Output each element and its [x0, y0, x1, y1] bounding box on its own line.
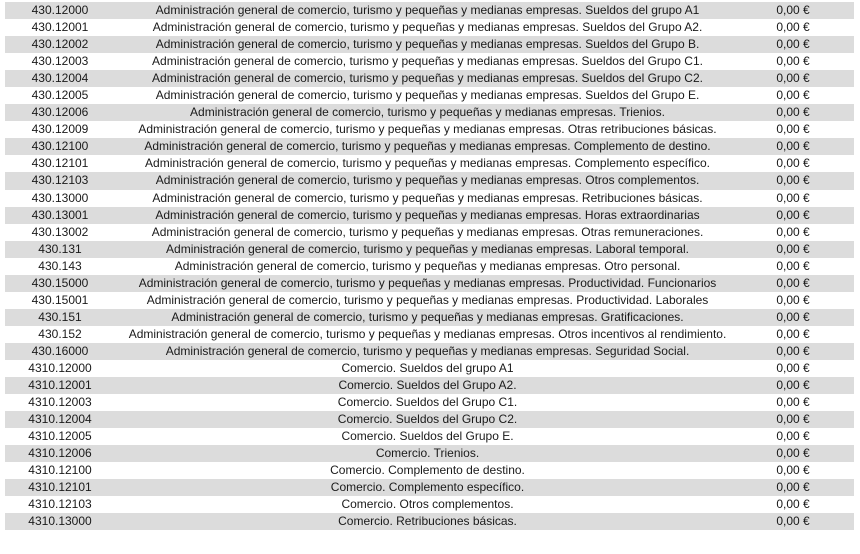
- description-cell: Administración general de comercio, turismo y pequeñas y medianas empresas. Complemento específico.: [115, 155, 740, 172]
- amount-cell: 0,00 €: [740, 326, 854, 343]
- amount-cell: 0,00 €: [740, 172, 854, 189]
- description-cell: Administración general de comercio, turismo y pequeñas y medianas empresas. Productividad. Laborales: [115, 292, 740, 309]
- amount-cell: 0,00 €: [740, 121, 854, 138]
- amount-cell: 0,00 €: [740, 2, 854, 19]
- budget-code-cell: 430.12002: [5, 36, 115, 53]
- description-cell: Administración general de comercio, turismo y pequeñas y medianas empresas. Otros incentivos al rendimiento.: [115, 326, 740, 343]
- table-row: [5, 343, 854, 360]
- amount-cell: 0,00 €: [740, 292, 854, 309]
- budget-code-cell: 4310.12003: [5, 394, 115, 411]
- amount-cell: 0,00 €: [740, 155, 854, 172]
- amount-cell: 0,00 €: [740, 190, 854, 207]
- amount-cell: 0,00 €: [740, 343, 854, 360]
- table-row: [5, 377, 854, 394]
- budget-code-cell: 4310.12005: [5, 428, 115, 445]
- description-cell: Comercio. Retribuciones básicas.: [115, 513, 740, 530]
- amount-cell: 0,00 €: [740, 462, 854, 479]
- budget-code-cell: 430.12103: [5, 172, 115, 189]
- budget-code-cell: 430.12101: [5, 155, 115, 172]
- amount-cell: 0,00 €: [740, 207, 854, 224]
- description-cell: Comercio. Trienios.: [115, 445, 740, 462]
- description-cell: Comercio. Sueldos del Grupo A2.: [115, 377, 740, 394]
- table-row: [5, 479, 854, 496]
- amount-cell: 0,00 €: [740, 496, 854, 513]
- table-row: [5, 241, 854, 258]
- table-row: [5, 36, 854, 53]
- budget-code-cell: 430.152: [5, 326, 115, 343]
- table-row: [5, 172, 854, 189]
- description-cell: Administración general de comercio, turismo y pequeñas y medianas empresas. Otro personal.: [115, 258, 740, 275]
- amount-cell: 0,00 €: [740, 360, 854, 377]
- amount-cell: 0,00 €: [740, 309, 854, 326]
- description-cell: Administración general de comercio, turismo y pequeñas y medianas empresas. Sueldos del Grupo A2.: [115, 19, 740, 36]
- budget-code-cell: 4310.12101: [5, 479, 115, 496]
- table-row: [5, 138, 854, 155]
- description-cell: Comercio. Sueldos del Grupo C1.: [115, 394, 740, 411]
- description-cell: Administración general de comercio, turismo y pequeñas y medianas empresas. Horas extraordinarias: [115, 207, 740, 224]
- budget-lines-table: [5, 2, 854, 530]
- amount-cell: 0,00 €: [740, 241, 854, 258]
- description-cell: Administración general de comercio, turismo y pequeñas y medianas empresas. Retribuciones básicas.: [115, 190, 740, 207]
- amount-cell: 0,00 €: [740, 19, 854, 36]
- description-cell: Comercio. Complemento de destino.: [115, 462, 740, 479]
- budget-code-cell: 4310.12004: [5, 411, 115, 428]
- table-row: [5, 309, 854, 326]
- table-row: [5, 513, 854, 530]
- description-cell: Administración general de comercio, turismo y pequeñas y medianas empresas. Productividad. Funcionarios: [115, 275, 740, 292]
- table-row: [5, 224, 854, 241]
- budget-code-cell: 430.12004: [5, 70, 115, 87]
- budget-code-cell: 4310.13000: [5, 513, 115, 530]
- budget-code-cell: 430.15001: [5, 292, 115, 309]
- table-row: [5, 87, 854, 104]
- table-row: [5, 155, 854, 172]
- table-row: [5, 19, 854, 36]
- amount-cell: 0,00 €: [740, 53, 854, 70]
- amount-cell: 0,00 €: [740, 513, 854, 530]
- description-cell: Comercio. Sueldos del Grupo C2.: [115, 411, 740, 428]
- table-row: [5, 445, 854, 462]
- budget-code-cell: 4310.12001: [5, 377, 115, 394]
- budget-code-cell: 430.12000: [5, 2, 115, 19]
- amount-cell: 0,00 €: [740, 224, 854, 241]
- table-row: [5, 428, 854, 445]
- description-cell: Comercio. Otros complementos.: [115, 496, 740, 513]
- table-row: [5, 326, 854, 343]
- description-cell: Administración general de comercio, turismo y pequeñas y medianas empresas. Otros complementos.: [115, 172, 740, 189]
- table-row: [5, 275, 854, 292]
- budget-code-cell: 430.15000: [5, 275, 115, 292]
- table-row: [5, 258, 854, 275]
- description-cell: Administración general de comercio, turismo y pequeñas y medianas empresas. Sueldos del Grupo B.: [115, 36, 740, 53]
- budget-code-cell: 430.13002: [5, 224, 115, 241]
- table-row: [5, 496, 854, 513]
- table-body: [5, 2, 854, 530]
- table-row: [5, 292, 854, 309]
- budget-code-cell: 430.12005: [5, 87, 115, 104]
- description-cell: Administración general de comercio, turismo y pequeñas y medianas empresas. Sueldos del grupo A1: [115, 2, 740, 19]
- table-row: [5, 190, 854, 207]
- budget-code-cell: 430.13000: [5, 190, 115, 207]
- table-row: [5, 360, 854, 377]
- budget-code-cell: 430.12001: [5, 19, 115, 36]
- budget-code-cell: 430.16000: [5, 343, 115, 360]
- budget-code-cell: 430.13001: [5, 207, 115, 224]
- budget-code-cell: 430.151: [5, 309, 115, 326]
- budget-code-cell: 430.12009: [5, 121, 115, 138]
- description-cell: Administración general de comercio, turismo y pequeñas y medianas empresas. Seguridad Social.: [115, 343, 740, 360]
- description-cell: Comercio. Sueldos del grupo A1: [115, 360, 740, 377]
- table-row: [5, 70, 854, 87]
- budget-code-cell: 4310.12103: [5, 496, 115, 513]
- budget-code-cell: 4310.12100: [5, 462, 115, 479]
- table-row: [5, 2, 854, 19]
- amount-cell: 0,00 €: [740, 394, 854, 411]
- table-row: [5, 121, 854, 138]
- amount-cell: 0,00 €: [740, 445, 854, 462]
- table-row: [5, 207, 854, 224]
- budget-code-cell: 4310.12000: [5, 360, 115, 377]
- amount-cell: 0,00 €: [740, 36, 854, 53]
- description-cell: Comercio. Sueldos del Grupo E.: [115, 428, 740, 445]
- description-cell: Administración general de comercio, turismo y pequeñas y medianas empresas. Sueldos del Grupo C1.: [115, 53, 740, 70]
- table-row: [5, 104, 854, 121]
- description-cell: Administración general de comercio, turismo y pequeñas y medianas empresas. Trienios.: [115, 104, 740, 121]
- amount-cell: 0,00 €: [740, 479, 854, 496]
- budget-code-cell: 4310.12006: [5, 445, 115, 462]
- amount-cell: 0,00 €: [740, 138, 854, 155]
- budget-code-cell: 430.12003: [5, 53, 115, 70]
- table-row: [5, 394, 854, 411]
- description-cell: Administración general de comercio, turismo y pequeñas y medianas empresas. Sueldos del Grupo E.: [115, 87, 740, 104]
- amount-cell: 0,00 €: [740, 104, 854, 121]
- amount-cell: 0,00 €: [740, 70, 854, 87]
- table-row: [5, 53, 854, 70]
- description-cell: Administración general de comercio, turismo y pequeñas y medianas empresas. Gratificaciones.: [115, 309, 740, 326]
- table-row: [5, 462, 854, 479]
- table-row: [5, 411, 854, 428]
- description-cell: Administración general de comercio, turismo y pequeñas y medianas empresas. Otras remuneraciones.: [115, 224, 740, 241]
- amount-cell: 0,00 €: [740, 377, 854, 394]
- budget-code-cell: 430.143: [5, 258, 115, 275]
- amount-cell: 0,00 €: [740, 258, 854, 275]
- description-cell: Administración general de comercio, turismo y pequeñas y medianas empresas. Otras retribuciones básicas.: [115, 121, 740, 138]
- amount-cell: 0,00 €: [740, 87, 854, 104]
- amount-cell: 0,00 €: [740, 275, 854, 292]
- amount-cell: 0,00 €: [740, 428, 854, 445]
- description-cell: Administración general de comercio, turismo y pequeñas y medianas empresas. Laboral temporal.: [115, 241, 740, 258]
- budget-code-cell: 430.12100: [5, 138, 115, 155]
- budget-code-cell: 430.12006: [5, 104, 115, 121]
- amount-cell: 0,00 €: [740, 411, 854, 428]
- description-cell: Administración general de comercio, turismo y pequeñas y medianas empresas. Sueldos del Grupo C2.: [115, 70, 740, 87]
- description-cell: Comercio. Complemento específico.: [115, 479, 740, 496]
- budget-code-cell: 430.131: [5, 241, 115, 258]
- description-cell: Administración general de comercio, turismo y pequeñas y medianas empresas. Complemento de destino.: [115, 138, 740, 155]
